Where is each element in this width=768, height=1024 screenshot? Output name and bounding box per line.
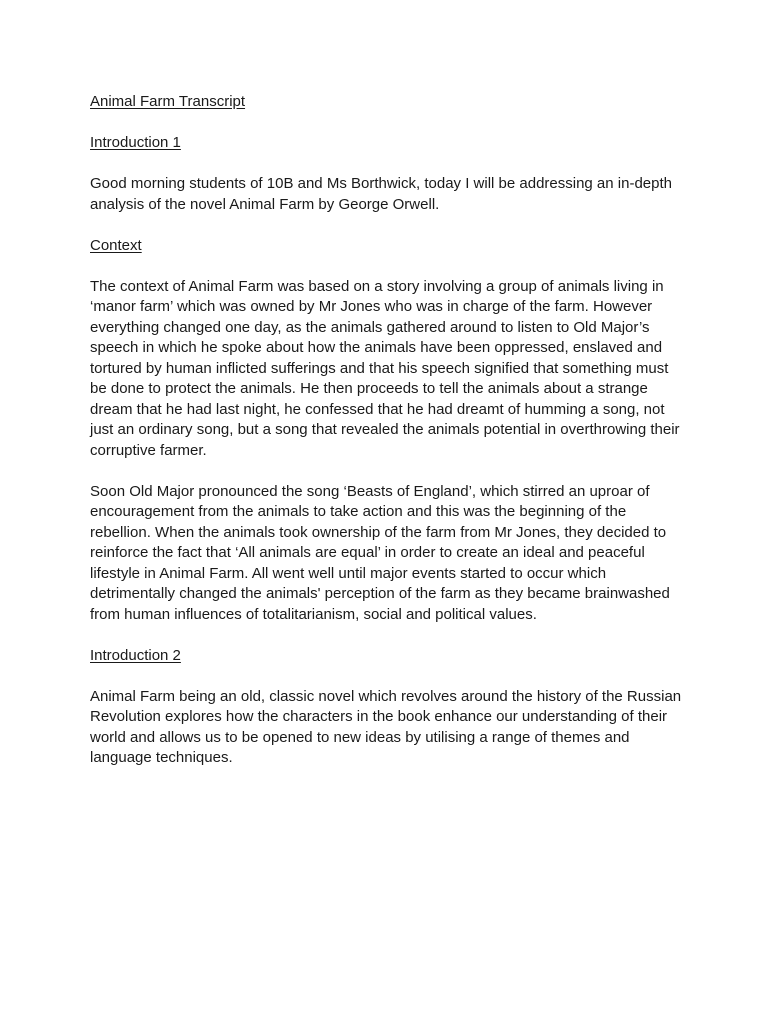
- heading-context: Context: [90, 236, 142, 254]
- paragraph-introduction-2: Animal Farm being an old, classic novel which revolves around the history of the Russian Revolution explores how the characters in the book enhance our understanding of their world and allows us to be opened to new ideas by utilising a range of themes and language techniques.: [90, 687, 682, 766]
- paragraph-context-1: The context of Animal Farm was based on a story involving a group of animals living in ‘manor farm’ which was owned by Mr Jones who was in charge of the farm. However everything changed one day, as the animals gathered around to listen to Old Major’s speech in which he spoke about how the animals have been oppressed, enslaved and tortured by human inflicted sufferings and that his speech signified that something must be done to protect the animals. He then proceeds to tell the animals about a strange dream that he had last night, he confessed that he had dreamt of humming a song, not just an ordinary song, but a song that revealed the animals potential in overthrowing their corruptive farmer.: [90, 277, 680, 459]
- heading-introduction-1: Introduction 1: [90, 134, 181, 151]
- paragraph-introduction-1: Good morning students of 10B and Ms Borthwick, today I will be addressing an in-depth analysis of the novel Animal Farm by George Orwell.: [90, 175, 672, 213]
- paragraph-context-2: Soon Old Major pronounced the song ‘Beasts of England’, which stirred an uproar of encouragement from the animals to take action and this was the beginning of the rebellion. When the animals took ownership of the farm from Mr Jones, they decided to reinforce the fact that ‘All animals are equal’ in order to create an ideal and peaceful lifestyle in Animal Farm. All went well until major events started to occur which detrimentally changed the animals' perception of the farm as they became brainwashed from human influences of totalitarianism, social and political values.: [90, 482, 670, 623]
- heading-introduction-2: Introduction 2: [90, 646, 181, 664]
- document-title: Animal Farm Transcript: [90, 93, 246, 110]
- document-page: [90, 92, 685, 789]
